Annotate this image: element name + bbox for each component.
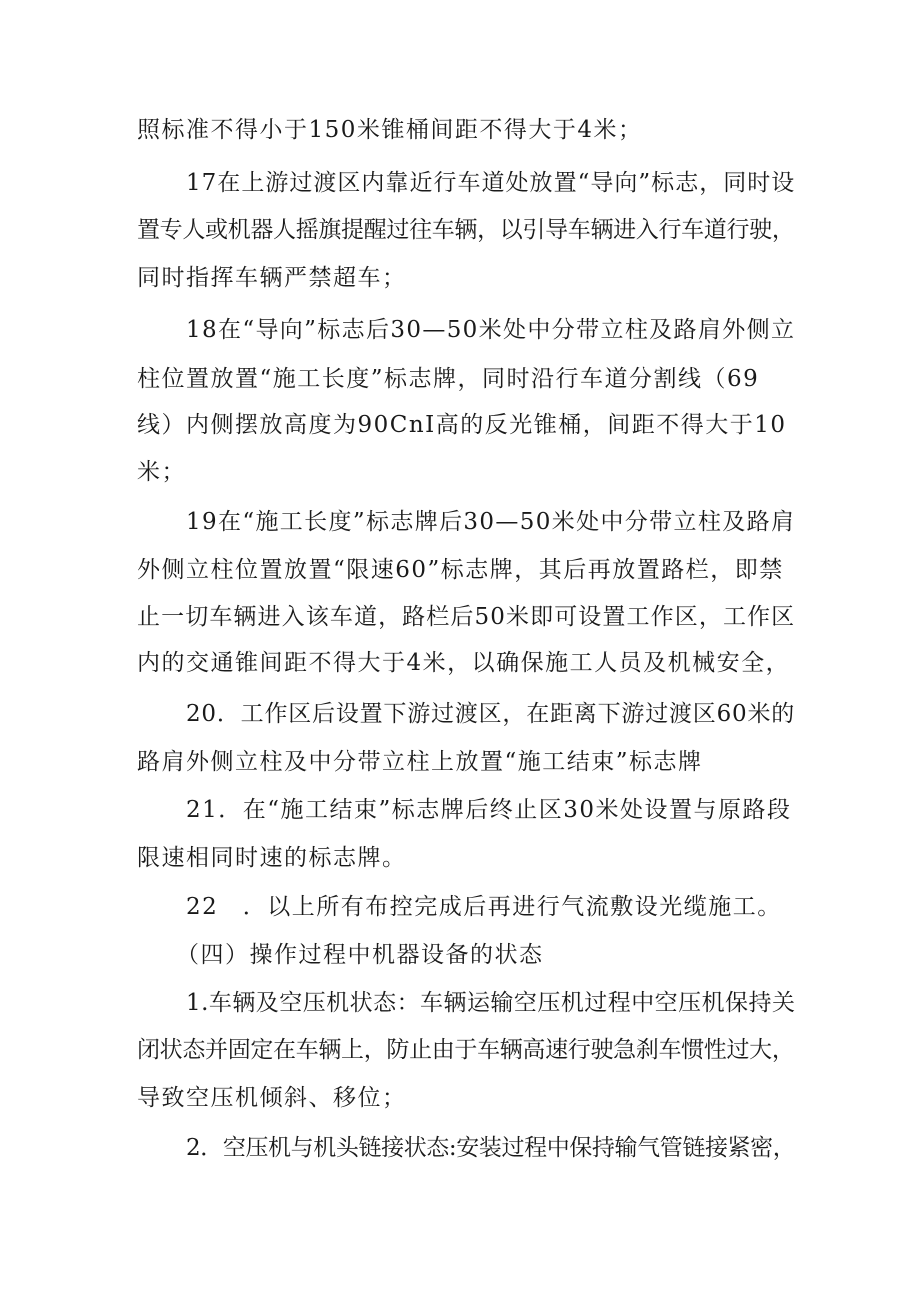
text-line: 线）内侧摆放高度为90CnI高的反光锥桶，间距不得大于10 — [137, 412, 787, 438]
text-line: 柱位置放置“施工长度”标志牌，同时沿行车道分割线（69 — [137, 366, 760, 392]
text-line: 路肩外侧立柱及中分带立柱上放置“施工结束”标志牌 — [137, 749, 703, 775]
text-line: 外侧立柱位置放置“限速60”标志牌，其后再放置路栏，即禁 — [137, 557, 784, 583]
paragraph-22-line: 22 ．以上所有布控完成后再进行气流敷设光缆施工。 — [186, 894, 782, 920]
paragraph-18-line: 18在“导向”标志后30—50米处中分带立柱及路肩外侧立 — [186, 317, 796, 343]
text-line: 内的交通锥间距不得大于4米，以确保施工人员及机械安全， — [137, 650, 791, 676]
text-line: 止一切车辆进入该车道，路栏后50米即可设置工作区，工作区 — [137, 604, 796, 630]
item-1-line: 1.车辆及空压机状态：车辆运输空压机过程中空压机保持关 — [186, 990, 796, 1016]
text-line: 闭状态并固定在车辆上，防止由于车辆高速行驶急刹车惯性过大， — [137, 1037, 795, 1063]
text-line: 同时指挥车辆严禁超车； — [137, 265, 407, 291]
text-line: 导致空压机倾斜、移位； — [137, 1085, 407, 1111]
paragraph-19-line: 19在“施工长度”标志牌后30—50米处中分带立柱及路肩 — [186, 509, 796, 535]
text-line: 米； — [137, 459, 186, 485]
text-line: 限速相同时速的标志牌。 — [137, 845, 407, 871]
text-line: 照标准不得小于150米锥桶间距不得大于4米； — [137, 117, 643, 143]
text-line: 置专人或机器人摇旗提醒过往车辆，以引导车辆进入行车道行驶， — [137, 217, 795, 243]
paragraph-21-line: 21．在“施工结束”标志牌后终止区30米处设置与原路段 — [186, 797, 792, 823]
paragraph-17-line: 17在上游过渡区内靠近行车道处放置“导向”标志，同时设 — [186, 170, 796, 196]
section-heading: （四）操作过程中机器设备的状态 — [176, 942, 544, 968]
item-2-line: 2．空压机与机头链接状态:安装过程中保持输气管链接紧密， — [186, 1135, 796, 1161]
paragraph-20-line: 20．工作区后设置下游过渡区，在距离下游过渡区60米的 — [186, 701, 796, 727]
